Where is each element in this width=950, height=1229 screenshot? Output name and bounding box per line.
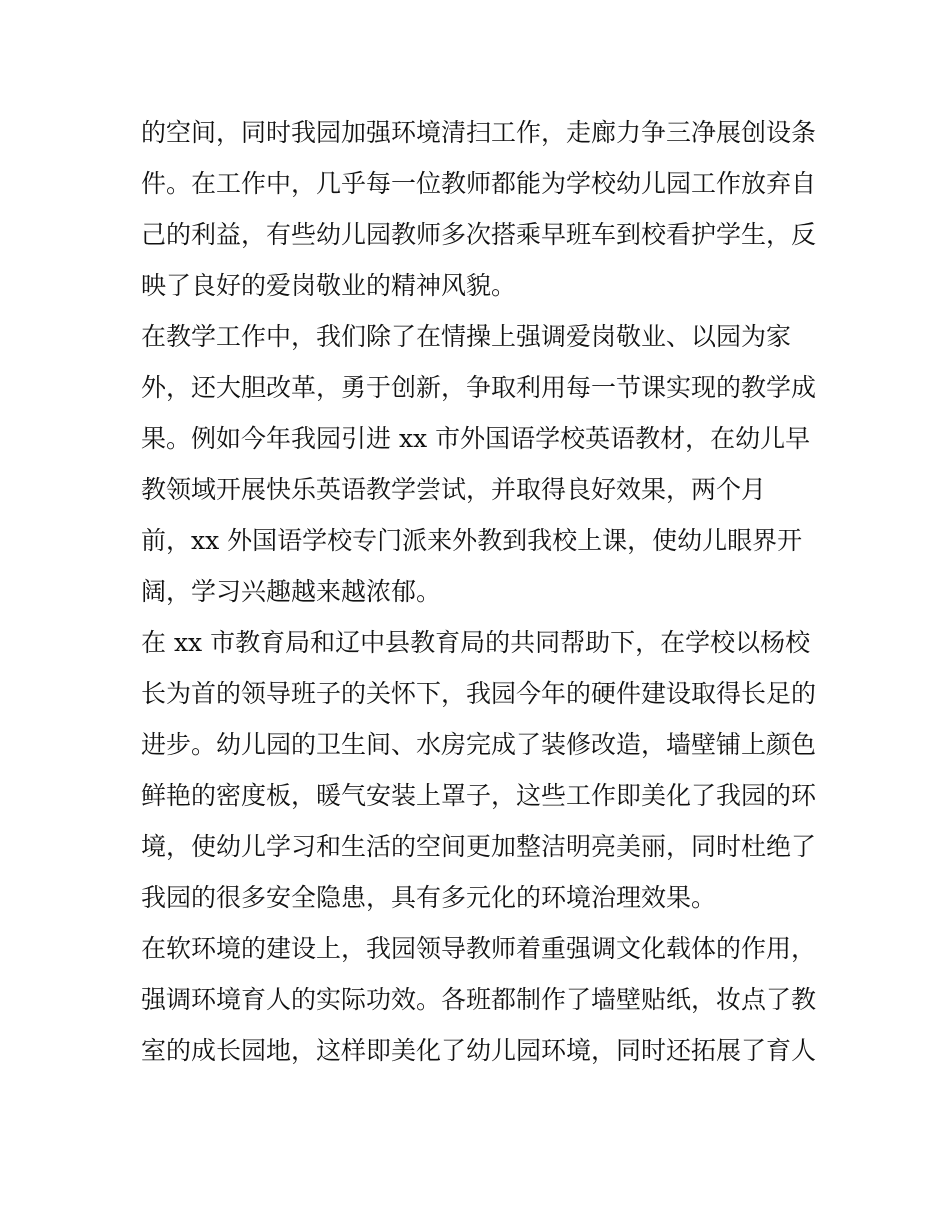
text-line: 境，使幼儿学习和生活的空间更加整洁明亮美丽，同时杜绝了 <box>141 832 817 861</box>
text-line: 室的成长园地，这样即美化了幼儿园环境，同时还拓展了育人 <box>141 1036 817 1065</box>
text-line: 教领域开展快乐英语教学尝试，并取得良好效果，两个月 <box>141 475 767 504</box>
text-line: 我园的很多安全隐患，具有多元化的环境治理效果。 <box>141 883 717 912</box>
text-line: 鲜艳的密度板，暖气安装上罩子，这些工作即美化了我园的环 <box>141 781 817 810</box>
text-line: 外，还大胆改革，勇于创新，争取利用每一节课实现的教学成 <box>141 373 817 402</box>
text-line: 件。在工作中，几乎每一位教师都能为学校幼儿园工作放弃自 <box>141 169 817 198</box>
text-line: 映了良好的爱岗敬业的精神风貌。 <box>141 271 517 300</box>
text-line: 在软环境的建设上，我园领导教师着重强调文化载体的作用， <box>141 934 817 963</box>
text-line: 果。例如今年我园引进 xx 市外国语学校英语教材，在幼儿早 <box>141 424 811 453</box>
text-line: 前，xx 外国语学校专门派来外教到我校上课，使幼儿眼界开 <box>141 526 803 555</box>
text-line: 长为首的领导班子的关怀下，我园今年的硬件建设取得长足的 <box>141 679 817 708</box>
body-text <box>141 107 821 1076</box>
text-line: 强调环境育人的实际功效。各班都制作了墙壁贴纸，妆点了教 <box>141 985 817 1014</box>
text-line: 在 xx 市教育局和辽中县教育局的共同帮助下，在学校以杨校 <box>141 628 811 657</box>
text-line: 的空间，同时我园加强环境清扫工作，走廊力争三净展创设条 <box>141 118 817 147</box>
text-line: 在教学工作中，我们除了在情操上强调爱岗敬业、以园为家 <box>141 322 792 351</box>
text-line: 进步。幼儿园的卫生间、水房完成了装修改造，墙壁铺上颜色 <box>141 730 817 759</box>
text-line: 己的利益，有些幼儿园教师多次搭乘早班车到校看护学生，反 <box>141 220 817 249</box>
text-line: 阔，学习兴趣越来越浓郁。 <box>141 577 442 606</box>
